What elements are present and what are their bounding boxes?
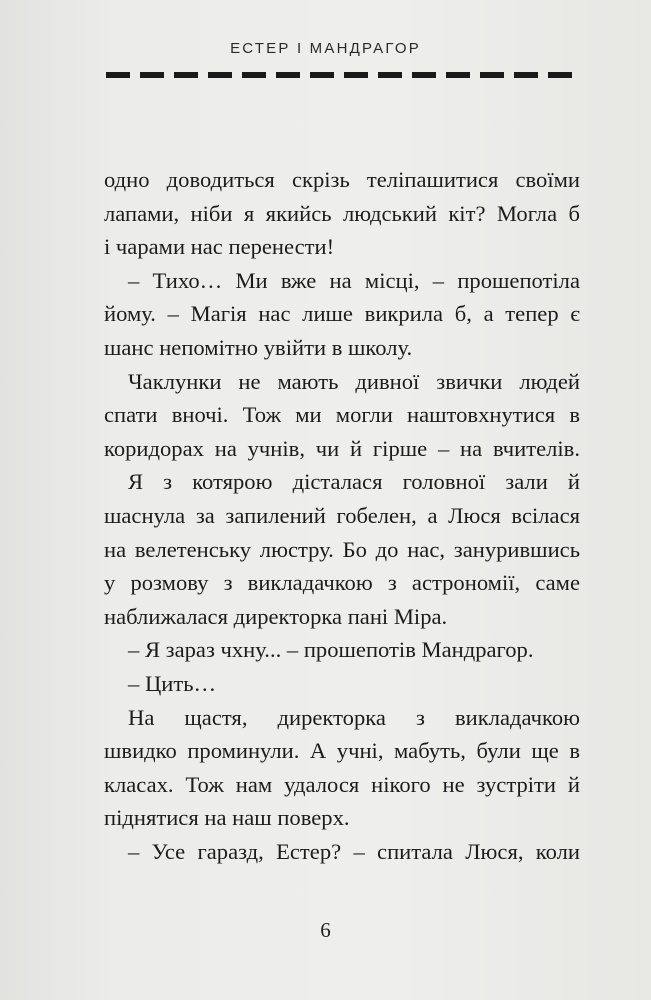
text-line: лапами, ніби я якийсь людський кіт? Могла б: [104, 200, 580, 226]
dashed-rule: [106, 72, 582, 78]
page-number: 6: [320, 918, 331, 942]
text-line: – Усе гаразд, Естер? – спитала Люся, коли: [128, 838, 580, 864]
text-line: шаснула за запилений гобелен, а Люся всілася: [104, 502, 580, 528]
text-line: спати вночі. Тож ми могли наштовхнутися в: [104, 402, 580, 428]
text-line: у розмову з викладачкою з астрономії, саме: [104, 570, 580, 596]
text-line: піднятися на наш поверх.: [104, 805, 350, 831]
text-line: Я з котярою дісталася головної зали й: [128, 469, 580, 495]
text-line: – Я зараз чхну... – прошепотів Мандрагор.: [128, 637, 534, 663]
text-line: одно доводиться скрізь теліпашитися своїми: [104, 167, 580, 192]
text-line: шанс непомітно увійти в школу.: [104, 334, 413, 360]
text-line: Чаклунки не мають дивної звички людей: [128, 368, 580, 394]
text-line: На щастя, директорка з викладачкою: [128, 704, 580, 730]
text-line: наближалася директорка пані Міра.: [104, 603, 448, 629]
text-line: класах. Тож нам удалося нікого не зустріти й: [104, 771, 580, 797]
text-line: йому. – Магія нас лише викрила б, а тепер є: [104, 301, 580, 327]
text-line: швидко проминули. А учні, мабуть, були ще в: [104, 738, 580, 764]
body-text: [104, 163, 580, 868]
text-line: коридорах на учнів, чи й гірше – на вчителів.: [104, 435, 580, 461]
text-line: на велетенську люстру. Бо до нас, занурившись: [104, 536, 580, 562]
running-head: ЕСТЕР І МАНДРАГОР: [230, 40, 421, 57]
text-line: і чарами нас перенести!: [104, 234, 335, 260]
text-line: – Тихо… Ми вже на місці, – прошепотіла: [128, 267, 580, 293]
text-line: – Цить…: [128, 670, 217, 696]
